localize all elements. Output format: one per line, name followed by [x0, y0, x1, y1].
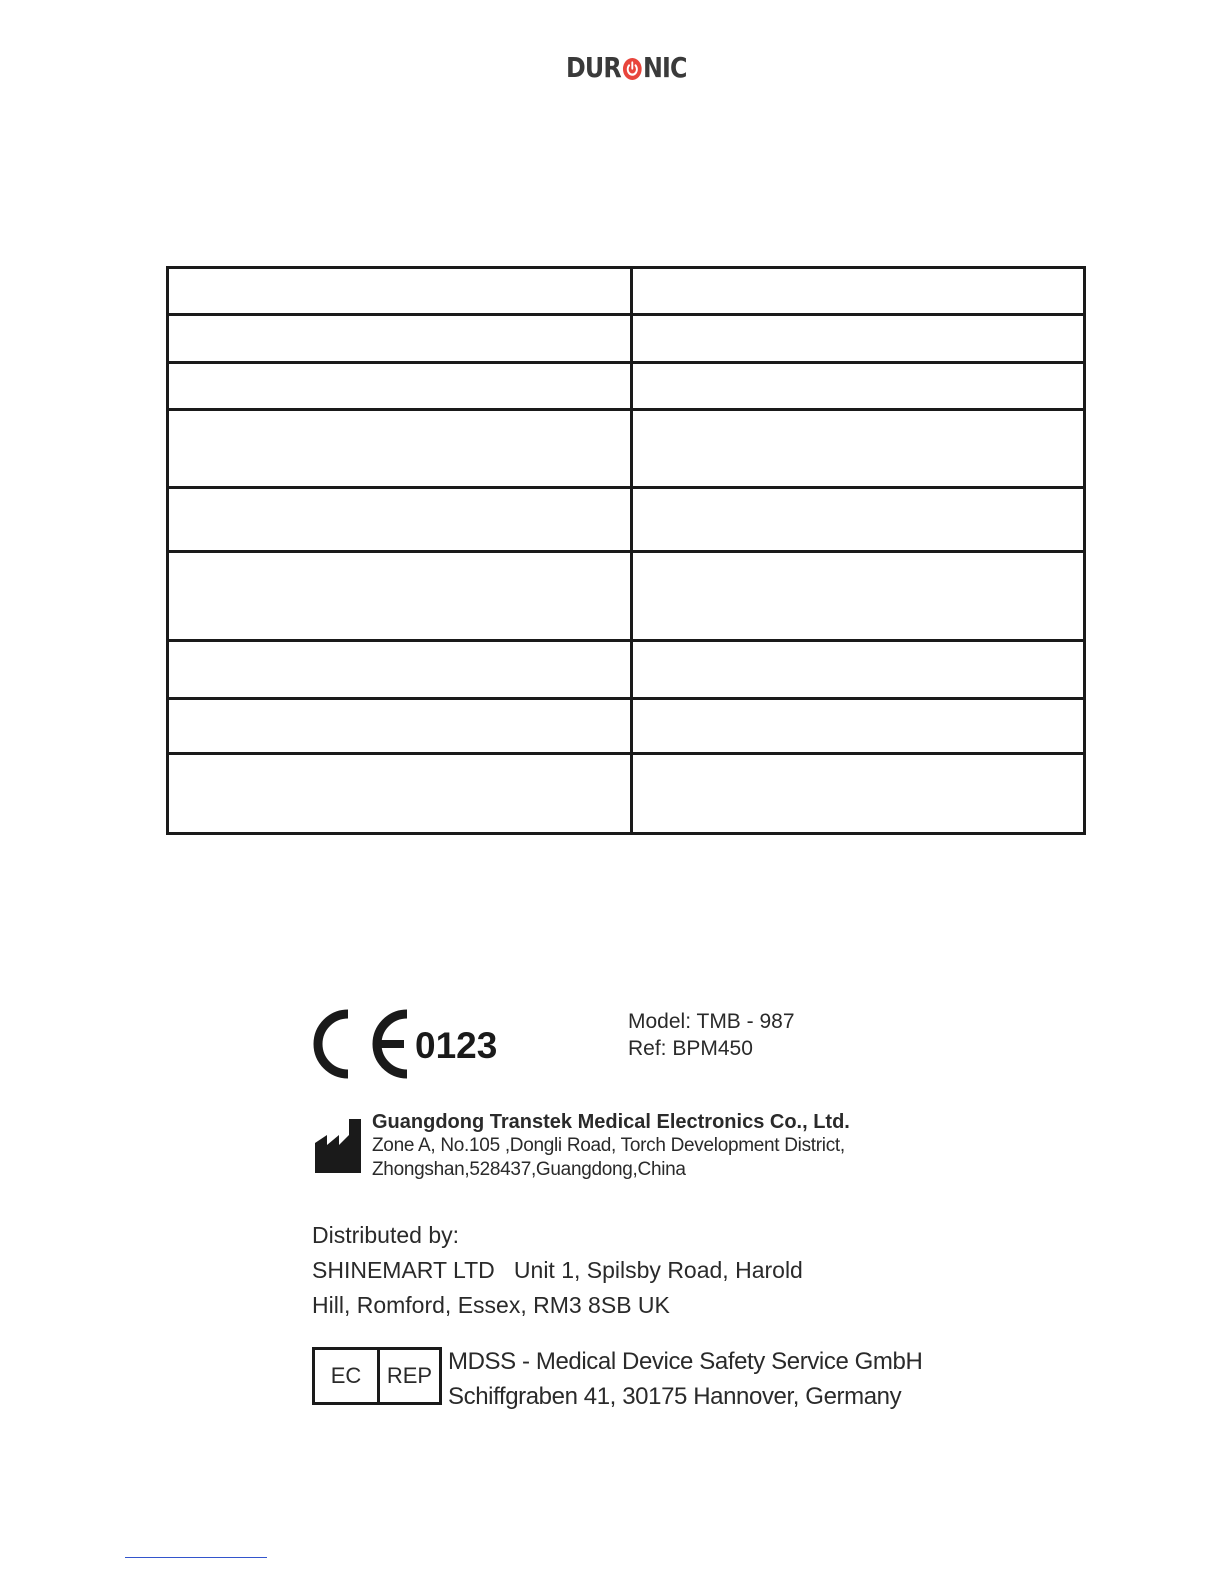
distributor-heading: Distributed by:: [312, 1222, 460, 1248]
factory-icon: [313, 1117, 363, 1175]
table-row: [168, 410, 1085, 488]
table-row: [168, 268, 1085, 315]
manufacturer-name: Guangdong Transtek Medical Electronics Co., Ltd.: [372, 1111, 850, 1133]
table-row: [168, 488, 1085, 552]
table-cell: [168, 410, 632, 488]
table-cell: [632, 315, 1085, 363]
table-row: [168, 699, 1085, 754]
power-icon: [622, 55, 642, 79]
authrep-line1: MDSS - Medical Device Safety Service GmbH: [448, 1348, 923, 1375]
table-row: [168, 363, 1085, 410]
table-row: [168, 641, 1085, 699]
distributor-line1: SHINEMART LTD Unit 1, Spilsby Road, Harold: [312, 1257, 803, 1283]
table-cell: [632, 552, 1085, 641]
table-cell: [632, 699, 1085, 754]
notified-body-number: 0123: [415, 1025, 498, 1066]
table-cell: [168, 552, 632, 641]
model-info: [628, 1008, 795, 1062]
distributor-line2: Hill, Romford, Essex, RM3 8SB UK: [312, 1292, 670, 1318]
ref-number: Ref: BPM450: [628, 1037, 753, 1060]
ce-mark: [308, 1008, 498, 1080]
table-cell: [168, 363, 632, 410]
table-cell: [168, 268, 632, 315]
table-row: [168, 754, 1085, 834]
logo-text-left: DUR: [566, 50, 621, 84]
distributor-block: [312, 1218, 803, 1323]
footnote-separator: [125, 1557, 267, 1558]
rep-label: REP: [386, 1363, 433, 1388]
table-cell: [632, 410, 1085, 488]
manufacturer-address-line1: Zone A, No.105 ,Dongli Road, Torch Development District,: [372, 1135, 845, 1156]
table-cell: [168, 754, 632, 834]
table-cell: [632, 754, 1085, 834]
duronic-logo: [566, 52, 687, 82]
ce-mark-icon: [308, 1008, 498, 1080]
spec-table: [166, 266, 1086, 835]
table-cell: [632, 363, 1085, 410]
table-cell: [168, 488, 632, 552]
ec-rep-symbol: [312, 1347, 442, 1405]
manufacturer-block: [372, 1110, 850, 1182]
table-cell: [632, 268, 1085, 315]
table-row: [168, 315, 1085, 363]
model-number: Model: TMB - 987: [628, 1010, 795, 1033]
table-cell: [632, 488, 1085, 552]
logo-text-right: NIC: [642, 50, 687, 84]
table-cell: [168, 315, 632, 363]
manufacturer-address-line2: Zhongshan,528437,Guangdong,China: [372, 1159, 686, 1180]
authorized-representative: [448, 1344, 922, 1414]
authrep-line2: Schiffgraben 41, 30175 Hannover, Germany: [448, 1383, 902, 1410]
table-row: [168, 552, 1085, 641]
table-cell: [632, 641, 1085, 699]
ec-label: EC: [315, 1350, 380, 1402]
table-cell: [168, 699, 632, 754]
table-cell: [168, 641, 632, 699]
